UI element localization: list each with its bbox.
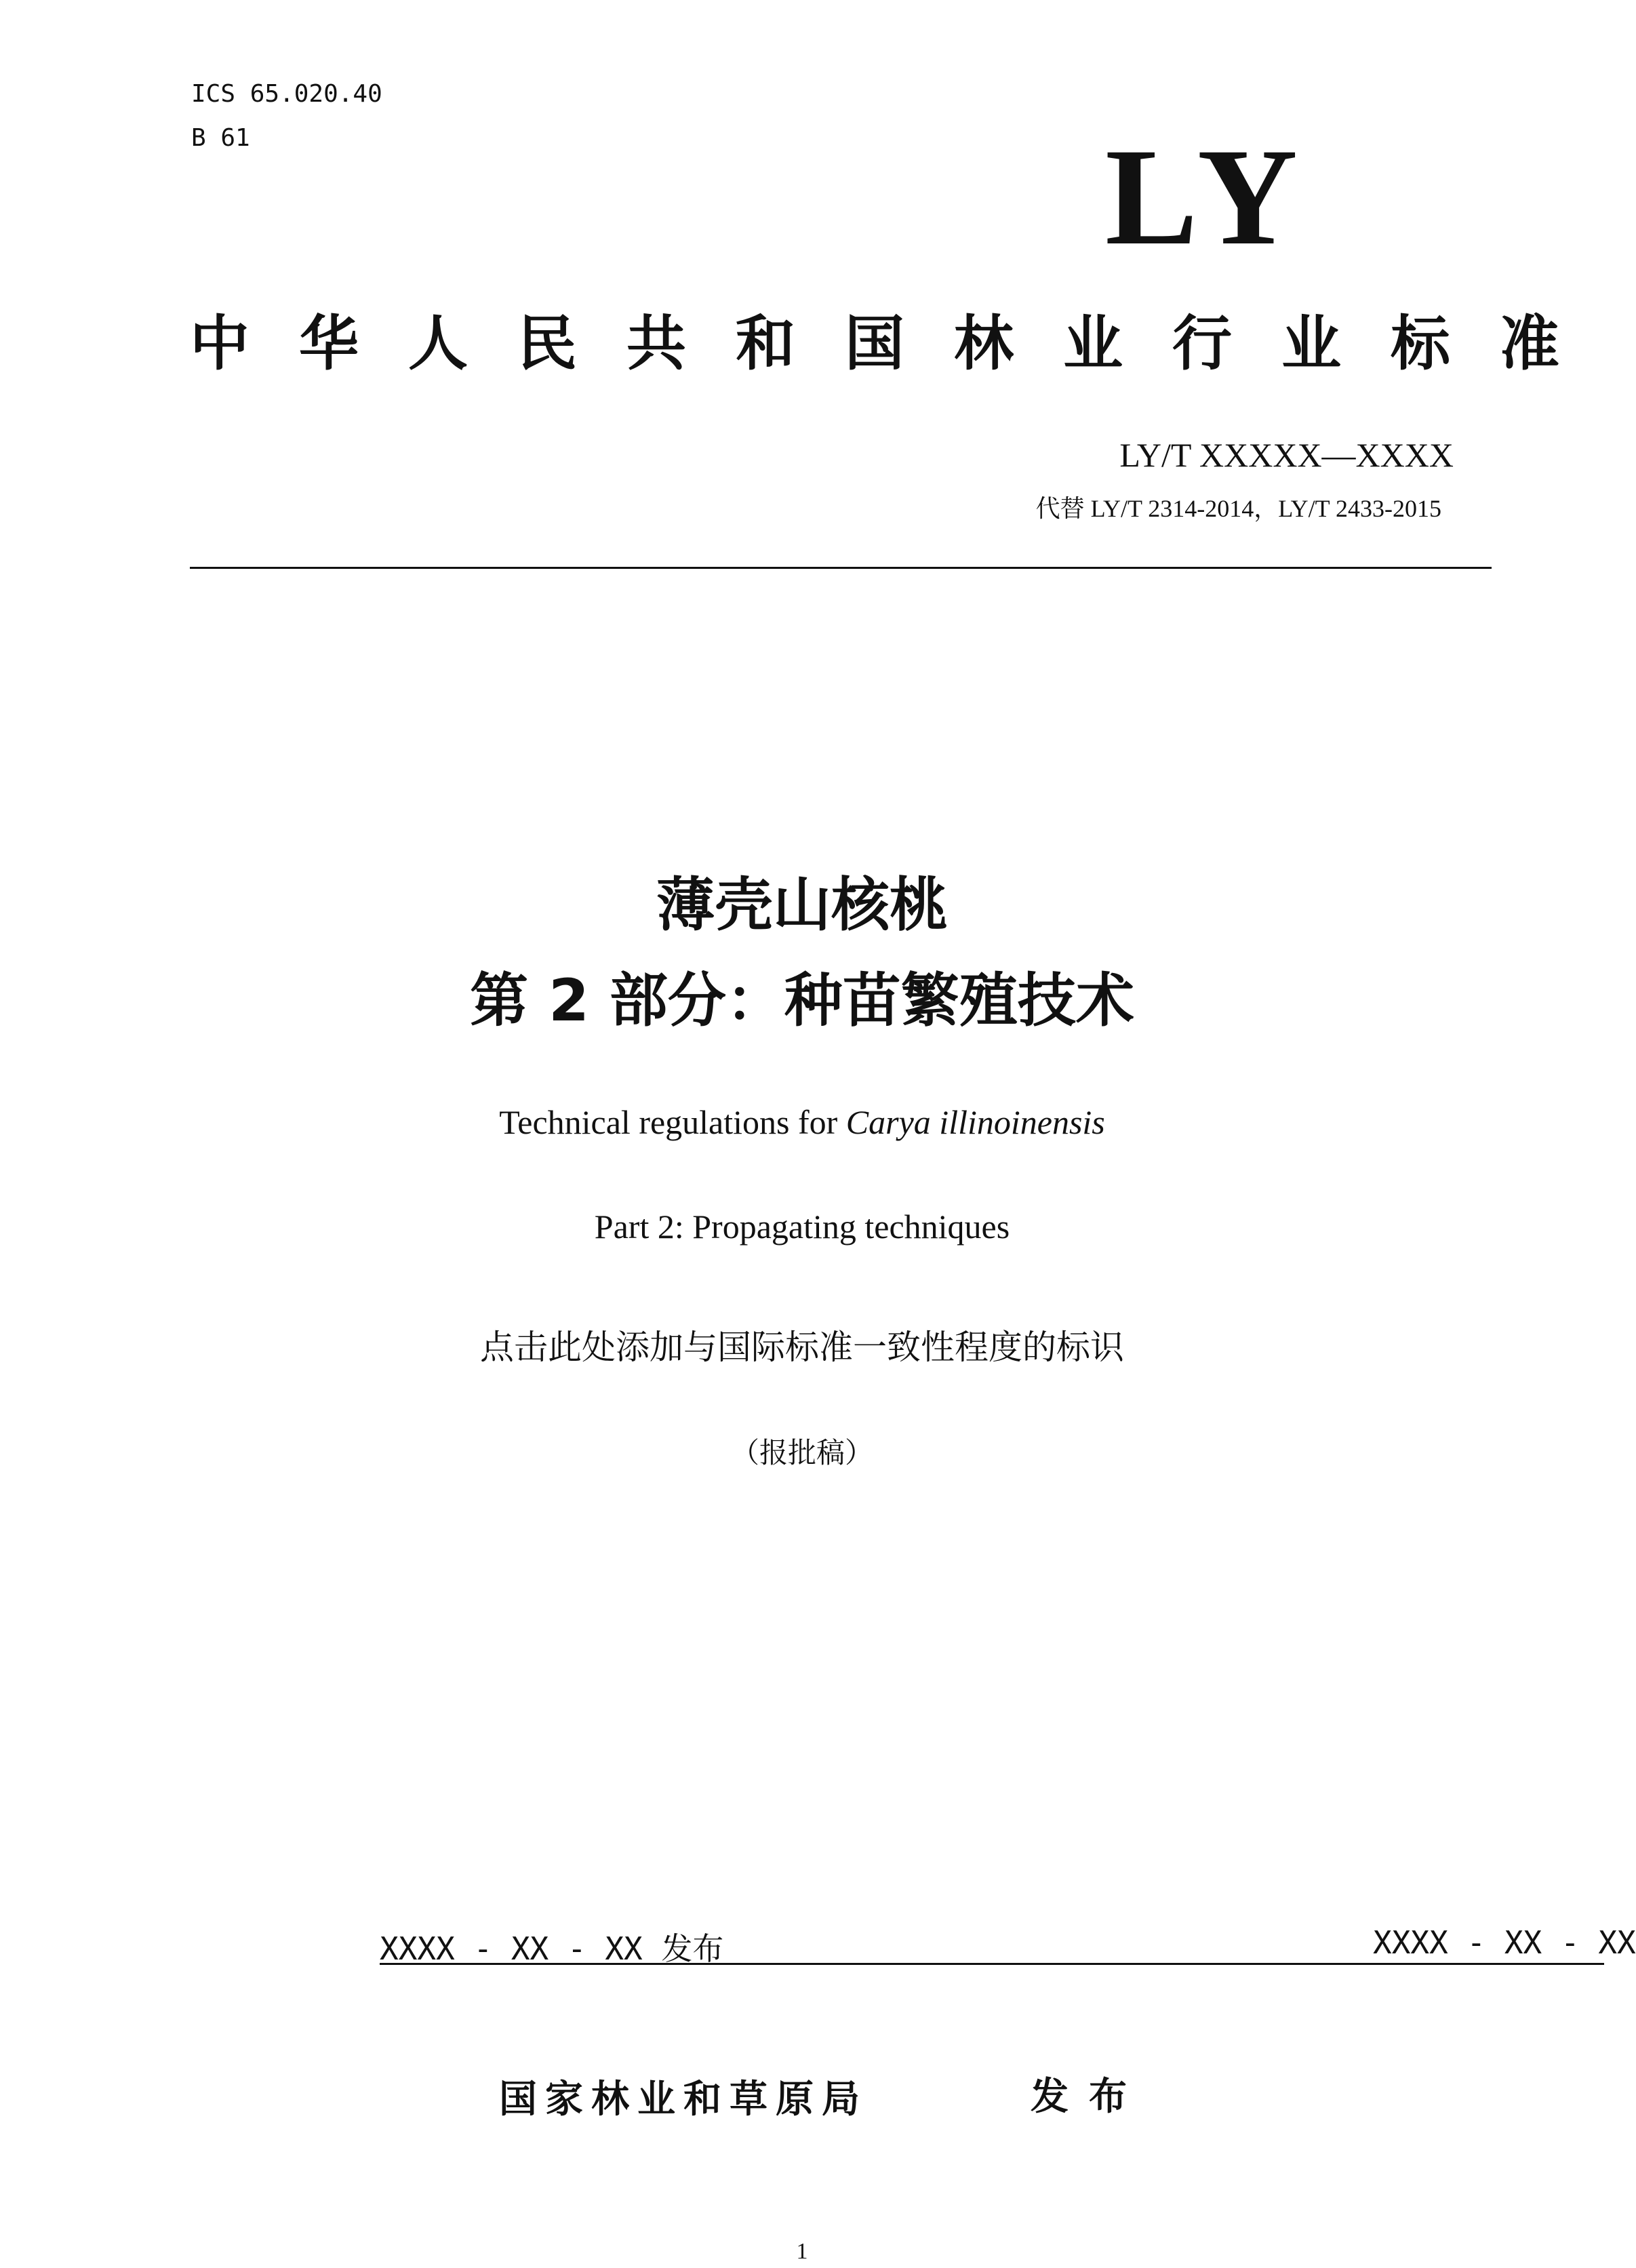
title-en-prefix: Technical regulations for [499,1103,846,1141]
ly-logo: LY [1105,120,1310,274]
title-cn-main: 薄壳山核桃 [656,871,948,939]
publish-label: 发布 [1031,2075,1147,2119]
header-divider [190,567,1492,569]
replaces-note: 代替 LY/T 2314-2014，LY/T 2433-2015 [1035,495,1441,522]
standard-number: LY/T XXXXX—XXXX [1119,436,1454,474]
page-number: 1 [796,2239,808,2264]
title-en-main [0,1102,1604,1142]
draft-status: （报批稿） [730,1436,873,1469]
publish-date: XXXX - XX - XX 发布 [380,1930,724,1967]
ics-code: ICS 65.020.40 [191,80,382,108]
standard-title: 中华人民共和国林业行业标准 [190,309,1610,378]
publisher-name: 国家林业和草原局 [499,2077,868,2122]
effective-date: XXXX - XX - XX [1373,1924,1636,1961]
title-cn-part: 第 2 部分：种苗繁殖技术 [470,967,1134,1035]
title-en-species: Carya illinoinensis [845,1103,1105,1141]
title-en-part: Part 2: Propagating techniques [594,1208,1010,1246]
consistency-note[interactable]: 点击此处添加与国际标准一致性程度的标识 [480,1328,1124,1367]
date-divider [380,1963,1604,1965]
ccs-code: B 61 [191,124,250,152]
